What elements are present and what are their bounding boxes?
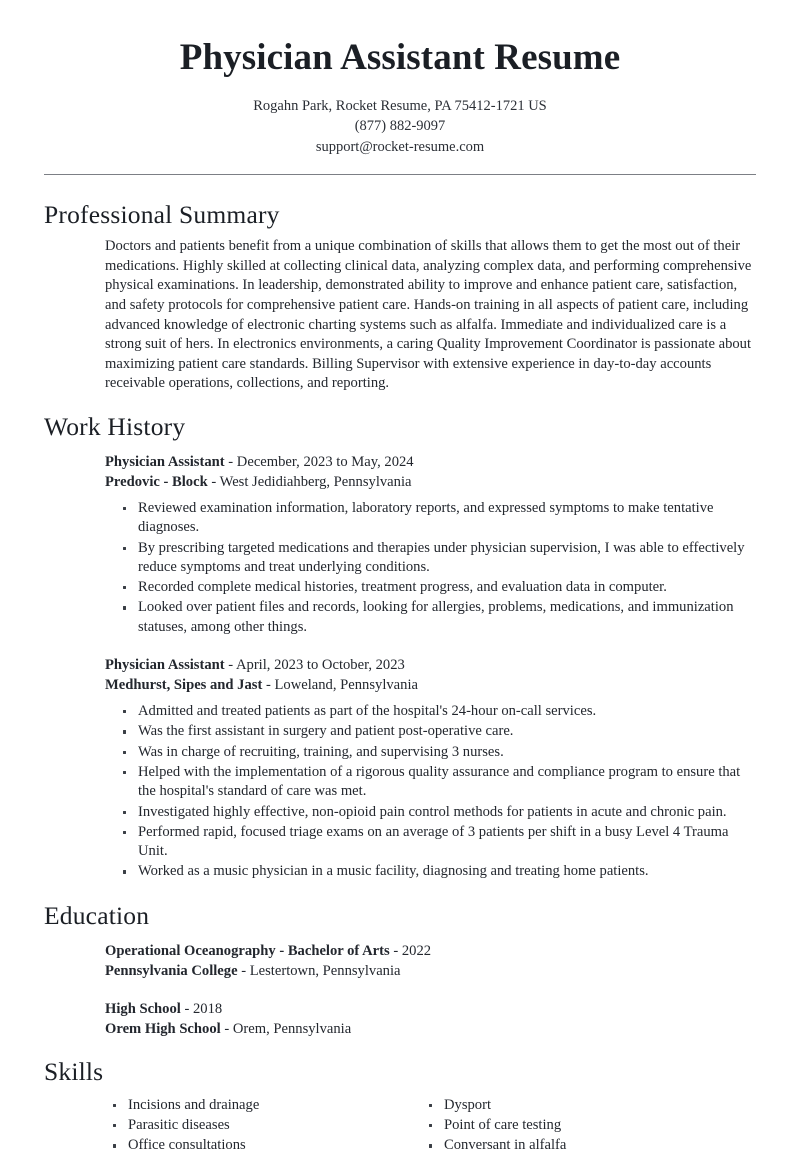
section-heading-education: Education [44, 900, 150, 930]
education-program: Operational Oceanography - Bachelor of Arts [105, 942, 390, 959]
section-professional-summary [0, 201, 800, 394]
work-entry-bullet-list [105, 499, 756, 637]
work-entry-company-line [105, 472, 756, 492]
section-skills [0, 1058, 800, 1157]
education-program-separator: - [180, 1000, 193, 1017]
list-item: Point of care testing [429, 1116, 729, 1135]
education-location: Lestertown, Pennsylvania [249, 962, 401, 979]
work-entry-job-title: Physician Assistant [105, 657, 225, 674]
list-item: Admitted and treated patients as part of the hospital's 24-hour on-call services. [123, 702, 756, 721]
list-item: Dysport [429, 1096, 729, 1115]
contact-email: support@rocket-resume.com [315, 138, 485, 155]
list-item: Parasitic diseases [113, 1116, 413, 1135]
list-item: Investigated highly effective, non-opioid pain control methods for patients in acute and chronic pain. [123, 803, 756, 822]
education-program-separator: - [389, 942, 402, 959]
work-entry-company: Predovic - Block [105, 474, 208, 490]
education-year: 2018 [193, 1000, 223, 1017]
education-school: Pennsylvania College [105, 962, 238, 979]
list-item: Reviewed examination information, laboratory reports, and expressed symptoms to make tentative diagnoses. [123, 499, 756, 538]
education-location: Orem, Pennsylvania [232, 1020, 352, 1037]
work-history-body [44, 452, 756, 882]
section-heading-professional-summary: Professional Summary [44, 200, 280, 230]
work-entry-location: West Jedidiahberg, Pennsylvania [219, 474, 412, 490]
list-item: Was in charge of recruiting, training, and supervising 3 nurses. [123, 743, 756, 762]
section-heading-work-history: Work History [44, 411, 186, 441]
education-entry [105, 999, 756, 1039]
section-education [0, 902, 800, 1039]
work-entry-dates: April, 2023 to October, 2023 [235, 657, 405, 674]
list-item: Looked over patient files and records, looking for allergies, problems, medications, and immunization statuses, among other things. [123, 598, 756, 637]
education-year: 2022 [401, 942, 432, 959]
work-entry-bullet-list [105, 702, 756, 882]
skills-list-left [105, 1096, 421, 1156]
work-entry-dates: December, 2023 to May, 2024 [236, 454, 414, 470]
skills-column-right [421, 1096, 737, 1157]
education-school-line [105, 961, 756, 981]
skills-list-right [421, 1096, 737, 1156]
resume-header [0, 0, 800, 157]
contact-address: Rogahn Park, Rocket Resume, PA 75412-1721 US [253, 97, 547, 114]
work-entry-company-line [105, 675, 756, 695]
list-item: By prescribing targeted medications and therapies under physician supervision, I was able to effectively reduce symptoms and treat underlying conditions. [123, 539, 756, 578]
list-item: Conversant in alfalfa [429, 1136, 729, 1155]
professional-summary-body [44, 237, 756, 394]
education-school-line [105, 1019, 756, 1039]
work-entry-location: Loweland, Pennsylvania [274, 677, 418, 694]
education-program: High School [105, 1000, 181, 1017]
work-entry-company-separator: - [207, 474, 220, 490]
skills-body [44, 1096, 756, 1157]
list-item: Worked as a music physician in a music facility, diagnosing and treating home patients. [123, 862, 756, 881]
skills-column-left [105, 1096, 421, 1157]
work-entry-title-line [105, 452, 756, 472]
work-entry-company-separator: - [262, 677, 275, 694]
page-title: Physician Assistant Resume [179, 37, 621, 78]
education-entry [105, 941, 756, 981]
work-entry-title-separator: - [224, 657, 236, 674]
list-item: Incisions and drainage [113, 1096, 413, 1115]
professional-summary-text: Doctors and patients benefit from a unique combination of skills that allows them to get the most out of their medications. Highly skilled at collecting clinical data, analyzing complex data, and performing comprehensive physical examinations. In leadership, demonstrated ability to improve and enhance patient care, satisfaction, and safety protocols for comprehensive patient care. Hands-on training in all aspects of patient care, including advanced knowledge of electronic charting systems such as alfalfa. Immediate and individualized care is a strong suit of hers. In electronics environments, a caring Quality Improvement Coordinator is passionate about maximizing patient care standards. Billing Supervisor with extensive experience in day-to-day accounts receivable operations, collections, and reporting. [105, 238, 752, 392]
education-school: Orem High School [105, 1020, 221, 1037]
list-item: Helped with the implementation of a rigorous quality assurance and compliance program to ensure that the hospital's standard of care was met. [123, 763, 756, 802]
section-heading-skills: Skills [44, 1056, 104, 1086]
list-item: Office consultations [113, 1136, 413, 1155]
work-entry [105, 452, 756, 637]
work-entry-title-line [105, 655, 756, 675]
education-program-line [105, 999, 756, 1019]
education-program-line [105, 941, 756, 961]
header-divider [44, 174, 756, 175]
list-item: Recorded complete medical histories, treatment progress, and evaluation data in computer. [123, 578, 756, 597]
work-entry-company: Medhurst, Sipes and Jast [105, 677, 263, 694]
contact-phone: (877) 882-9097 [354, 118, 446, 135]
work-entry [105, 655, 756, 882]
list-item: Performed rapid, focused triage exams on an average of 3 patients per shift in a busy Level 4 Trauma Unit. [123, 823, 756, 862]
list-item: Was the first assistant in surgery and patient post-operative care. [123, 722, 756, 741]
section-work-history [0, 413, 800, 882]
education-body [44, 941, 756, 1039]
work-entry-title-separator: - [224, 454, 237, 470]
education-school-separator: - [220, 1020, 233, 1037]
work-entry-job-title: Physician Assistant [105, 454, 225, 470]
education-school-separator: - [237, 962, 250, 979]
